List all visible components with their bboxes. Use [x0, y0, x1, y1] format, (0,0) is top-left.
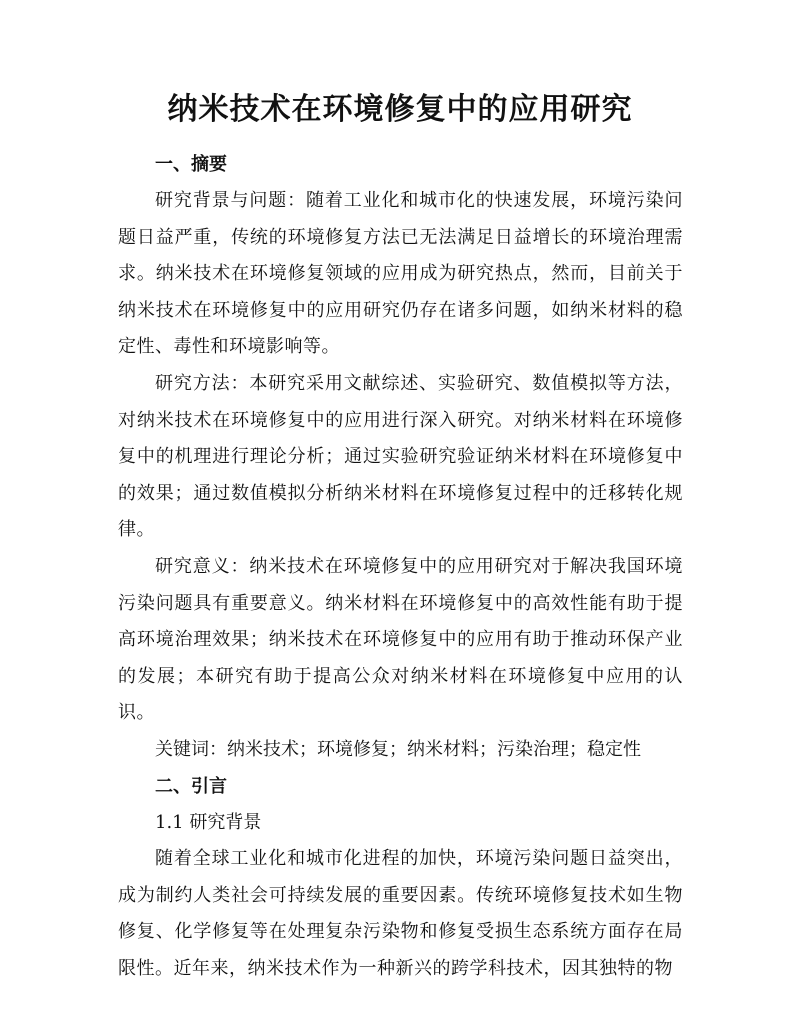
subsection-heading-background: 1.1 研究背景 [155, 811, 262, 833]
keywords-line: 关键词：纳米技术；环境修复；纳米材料；污染治理；稳定性 [155, 738, 641, 760]
document-title: 纳米技术在环境修复中的应用研究 [167, 92, 633, 127]
paragraph-introduction: 随着全球工业化和城市化进程的加快，环境污染问题日益突出，成为制约人类社会可持续发展的重要因素。传统环境修复技术如生物修复、化学修复等在处理复杂污染物和修复受损生态系统方面存在局限性。近年来，纳米技术作为一种新兴的跨学科技术，因其独特的物 [118, 848, 683, 979]
section-heading-abstract: 一、摘要 [155, 154, 227, 175]
paragraph-method: 研究方法：本研究采用文献综述、实验研究、数值模拟等方法，对纳米技术在环境修复中的应用进行深入研究。对纳米材料在环境修复中的机理进行理论分析；通过实验研究验证纳米材料在环境修复中的效果；通过数值模拟分析纳米材料在环境修复过程中的迁移转化规律。 [118, 372, 683, 541]
document-body [118, 147, 683, 987]
paragraph-significance: 研究意义：纳米技术在环境修复中的应用研究对于解决我国环境污染问题具有重要意义。纳米材料在环境修复中的高效性能有助于提高环境治理效果；纳米技术在环境修复中的应用有助于推动环保产业的发展；本研究有助于提高公众对纳米材料在环境修复中应用的认识。 [118, 555, 683, 724]
paragraph-background: 研究背景与问题：随着工业化和城市化的快速发展，环境污染问题日益严重，传统的环境修复方法已无法满足日益增长的环境治理需求。纳米技术在环境修复领域的应用成为研究热点，然而，目前关于纳米技术在环境修复中的应用研究仍存在诸多问题，如纳米材料的稳定性、毒性和环境影响等。 [118, 190, 683, 358]
section-heading-introduction: 二、引言 [155, 775, 227, 797]
